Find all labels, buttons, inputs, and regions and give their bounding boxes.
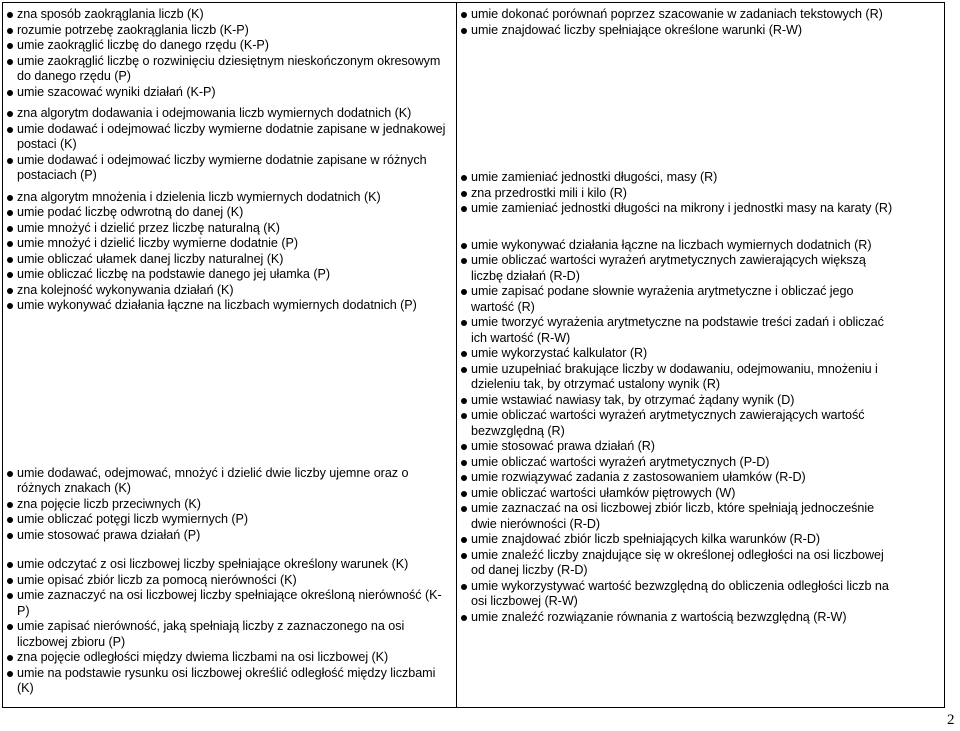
list-item: umie uzupełniać brakujące liczby w dodawaniu, odejmowaniu, mnożeniu i dzieleniu tak, by otrzymać ustalony wynik (R) bbox=[459, 362, 897, 393]
list-item: umie zaokrąglić liczbę do danego rzędu (K-P) bbox=[5, 38, 451, 54]
list-item: umie obliczać ułamek danej liczby naturalnej (K) bbox=[5, 252, 451, 268]
list-item: umie na podstawie rysunku osi liczbowej określić odległość między liczbami (K) bbox=[5, 666, 451, 697]
list-item: umie mnożyć i dzielić liczby wymierne dodatnie (P) bbox=[5, 236, 451, 252]
right-group-units bbox=[459, 170, 897, 217]
list-item: umie tworzyć wyrażenia arytmetyczne na podstawie treści zadań i obliczać ich wartość (R-W) bbox=[459, 315, 897, 346]
list-item: umie zaznaczać na osi liczbowej zbiór liczb, które spełniają jednocześnie dwie nierówności (R-D) bbox=[459, 501, 897, 532]
list-item: zna algorytm mnożenia i dzielenia liczb wymiernych dodatnich (K) bbox=[5, 190, 451, 206]
list-item: umie zapisać podane słownie wyrażenia arytmetyczne i obliczać jego wartość (R) bbox=[459, 284, 897, 315]
page-number: 2 bbox=[947, 712, 955, 728]
list-item: umie obliczać wartości wyrażeń arytmetycznych (P-D) bbox=[459, 455, 897, 471]
list-item: umie mnożyć i dzielić przez liczbę naturalną (K) bbox=[5, 221, 451, 237]
list-item: umie zaznaczyć na osi liczbowej liczby spełniające określoną nierówność (K-P) bbox=[5, 588, 451, 619]
list-item: umie szacować wyniki działań (K-P) bbox=[5, 85, 451, 101]
list-item: umie obliczać wartości wyrażeń arytmetycznych zawierających wartość bezwzględną (R) bbox=[459, 408, 897, 439]
list-item: umie znajdować zbiór liczb spełniających kilka warunków (R-D) bbox=[459, 532, 897, 548]
list-item: umie zamieniać jednostki długości, masy (R) bbox=[459, 170, 897, 186]
right-group-estimation bbox=[459, 7, 897, 38]
right-group-expressions bbox=[459, 238, 897, 626]
list-item: umie obliczać wartości wyrażeń arytmetycznych zawierających większą liczbę działań (R-D) bbox=[459, 253, 897, 284]
list-item: umie wykonywać działania łączne na liczbach wymiernych dodatnich (P) bbox=[5, 298, 451, 314]
list-item: umie dodawać i odejmować liczby wymierne dodatnie zapisane w różnych postaciach (P) bbox=[5, 153, 451, 184]
list-item: umie zamieniać jednostki długości na mikrony i jednostki masy na karaty (R) bbox=[459, 201, 897, 217]
right-column bbox=[459, 7, 897, 625]
list-item: umie wstawiać nawiasy tak, by otrzymać żądany wynik (D) bbox=[459, 393, 897, 409]
left-group-addition bbox=[5, 106, 451, 184]
list-item: umie stosować prawa działań (R) bbox=[459, 439, 897, 455]
list-item: umie podać liczbę odwrotną do danej (K) bbox=[5, 205, 451, 221]
list-item: umie zapisać nierówność, jaką spełniają liczby z zaznaczonego na osi liczbowej zbioru (P) bbox=[5, 619, 451, 650]
column-divider bbox=[456, 3, 457, 707]
list-item: zna pojęcie odległości między dwiema liczbami na osi liczbowej (K) bbox=[5, 650, 451, 666]
list-item: zna sposób zaokrąglania liczb (K) bbox=[5, 7, 451, 23]
list-item: umie znaleźć rozwiązanie równania z wartością bezwzględną (R-W) bbox=[459, 610, 897, 626]
list-item: umie wykonywać działania łączne na liczbach wymiernych dodatnich (R) bbox=[459, 238, 897, 254]
content-table bbox=[2, 2, 945, 708]
list-item: umie rozwiązywać zadania z zastosowaniem ułamków (R-D) bbox=[459, 470, 897, 486]
list-item: umie wykorzystywać wartość bezwzględną do obliczenia odległości liczb na osi liczbowej (R-W) bbox=[459, 579, 897, 610]
left-group-number-line bbox=[5, 557, 451, 697]
list-item: umie dodawać i odejmować liczby wymierne dodatnie zapisane w jednakowej postaci (K) bbox=[5, 122, 451, 153]
list-item: umie stosować prawa działań (P) bbox=[5, 528, 451, 544]
list-item: umie obliczać potęgi liczb wymiernych (P) bbox=[5, 512, 451, 528]
list-item: umie obliczać liczbę na podstawie danego jej ułamka (P) bbox=[5, 267, 451, 283]
left-group-negative-numbers bbox=[5, 466, 451, 544]
left-column bbox=[5, 7, 451, 697]
list-item: umie opisać zbiór liczb za pomocą nierówności (K) bbox=[5, 573, 451, 589]
left-group-rounding bbox=[5, 7, 451, 100]
list-item: umie zaokrąglić liczbę o rozwinięciu dziesiętnym nieskończonym okresowym do danego rzędu (P) bbox=[5, 54, 451, 85]
list-item: zna kolejność wykonywania działań (K) bbox=[5, 283, 451, 299]
list-item: umie znajdować liczby spełniające określone warunki (R-W) bbox=[459, 23, 897, 39]
list-item: umie znaleźć liczby znajdujące się w określonej odległości na osi liczbowej od danej liczby (R-D) bbox=[459, 548, 897, 579]
left-group-multiplication bbox=[5, 190, 451, 314]
list-item: umie odczytać z osi liczbowej liczby spełniające określony warunek (K) bbox=[5, 557, 451, 573]
list-item: umie obliczać wartości ułamków piętrowych (W) bbox=[459, 486, 897, 502]
list-item: umie dokonać porównań poprzez szacowanie w zadaniach tekstowych (R) bbox=[459, 7, 897, 23]
list-item: zna pojęcie liczb przeciwnych (K) bbox=[5, 497, 451, 513]
list-item: umie dodawać, odejmować, mnożyć i dzielić dwie liczby ujemne oraz o różnych znakach (K) bbox=[5, 466, 451, 497]
list-item: rozumie potrzebę zaokrąglania liczb (K-P) bbox=[5, 23, 451, 39]
list-item: zna algorytm dodawania i odejmowania liczb wymiernych dodatnich (K) bbox=[5, 106, 451, 122]
list-item: umie wykorzystać kalkulator (R) bbox=[459, 346, 897, 362]
list-item: zna przedrostki mili i kilo (R) bbox=[459, 186, 897, 202]
